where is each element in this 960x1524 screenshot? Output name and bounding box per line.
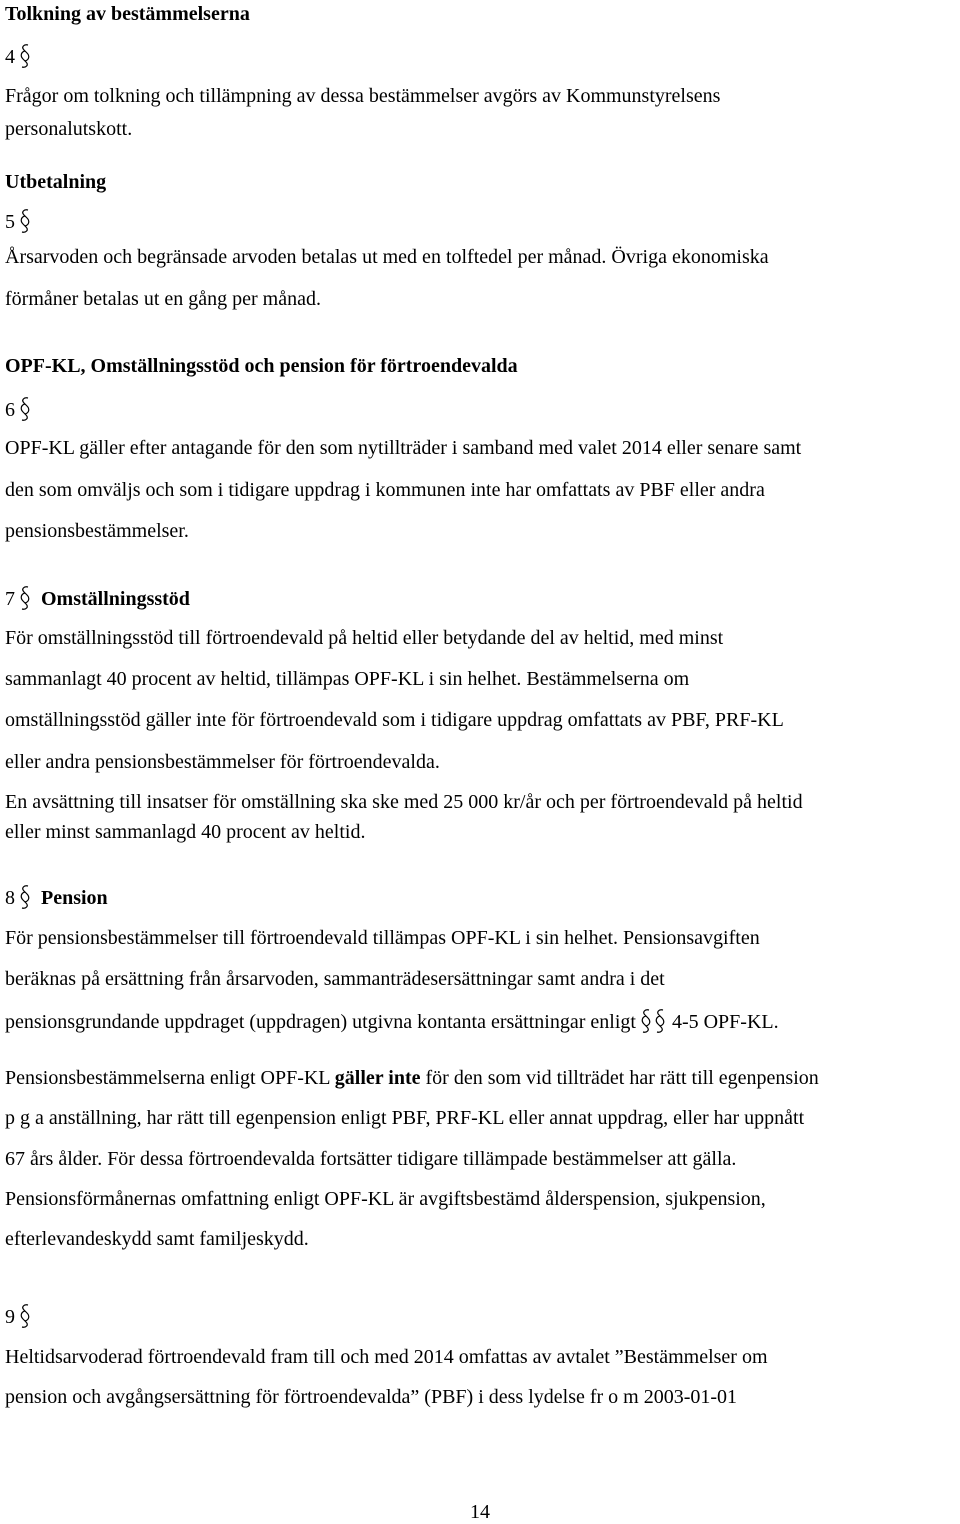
omstallning-line-4: eller andra pensionsbestämmelser för förtroendevalda.	[5, 751, 440, 773]
double-section-sign-icon	[639, 1008, 667, 1034]
pension-para2-line-2: p g a anställning, har rätt till egenpension enligt PBF, PRF-KL eller annat uppdrag, eller har uppnått	[5, 1107, 805, 1129]
para-no: 5	[5, 211, 15, 233]
pension-para2-before: Pensionsbestämmelserna enligt OPF-KL	[5, 1067, 335, 1089]
para-no: 4	[5, 46, 15, 68]
tolkning-line-1: Frågor om tolkning och tillämpning av dessa bestämmelser avgörs av Kommunstyrelsens	[5, 85, 721, 107]
tolkning-line-2: personalutskott.	[5, 118, 133, 140]
pension-para2-bold: gäller inte	[334, 1067, 421, 1089]
pension-para2-line-1	[5, 1066, 819, 1090]
pension-line-3-text: pensionsgrundande uppdraget (uppdragen) utgivna kontanta ersättningar enligt	[5, 1011, 636, 1033]
heading-pension: Pension	[41, 887, 108, 909]
section-sign-icon	[18, 43, 32, 69]
utbetalning-line-2: förmåner betalas ut en gång per månad.	[5, 288, 321, 310]
omstallning-line-5: En avsättning till insatser för omställning ska ske med 25 000 kr/år och per förtroendevald på heltid	[5, 791, 803, 813]
paragraph-number-7	[5, 585, 190, 611]
page-number: 14	[470, 1501, 490, 1523]
para-no: 6	[5, 399, 15, 421]
para-no: 7	[5, 588, 15, 610]
heading-tolkning: Tolkning av bestämmelserna	[5, 3, 250, 25]
omstallning-line-2: sammanlagt 40 procent av heltid, tillämpas OPF-KL i sin helhet. Bestämmelserna om	[5, 668, 690, 690]
pension-para2-after: för den som vid tillträdet har rätt till egenpension	[420, 1067, 819, 1089]
paragraph-number-8	[5, 884, 108, 910]
pension-line-2: beräknas på ersättning från årsarvoden, sammanträdesersättningar samt andra i det	[5, 968, 665, 990]
section-sign-icon	[18, 396, 32, 422]
heading-utbetalning: Utbetalning	[5, 171, 107, 193]
paragraph-number-5	[5, 208, 32, 234]
section-sign-icon	[18, 585, 32, 611]
paragraph-number-4	[5, 43, 32, 69]
omstallning-line-3: omställningsstöd gäller inte för förtroendevald som i tidigare uppdrag omfattats av PBF, PRF-KL	[5, 709, 784, 731]
heading-omstallning: Omställningsstöd	[41, 588, 190, 610]
section-sign-icon	[18, 208, 32, 234]
para-no: 8	[5, 887, 15, 909]
section-sign-icon	[18, 884, 32, 910]
heading-opf: OPF-KL, Omställningsstöd och pension för förtroendevalda	[5, 355, 518, 377]
section-sign-icon	[18, 1303, 32, 1329]
opf-line-3: pensionsbestämmelser.	[5, 520, 189, 542]
opf-line-1: OPF-KL gäller efter antagande för den som nytillträder i samband med valet 2014 eller senare samt	[5, 437, 802, 459]
pension-para2-line-4: Pensionsförmånernas omfattning enligt OPF-KL är avgiftsbestämd ålderspension, sjukpension,	[5, 1188, 766, 1210]
paragraph-number-9	[5, 1303, 32, 1329]
pension-para2-line-3: 67 års ålder. För dessa förtroendevalda fortsätter tidigare tillämpade bestämmelser att gälla.	[5, 1148, 737, 1170]
pension-line-3	[5, 1008, 779, 1034]
omstallning-line-6: eller minst sammanlagd 40 procent av heltid.	[5, 821, 366, 843]
omstallning-line-1: För omställningsstöd till förtroendevald på heltid eller betydande del av heltid, med minst	[5, 627, 724, 649]
opf-line-2: den som omväljs och som i tidigare uppdrag i kommunen inte har omfattats av PBF eller andra	[5, 479, 765, 501]
pension-para2-line-5: efterlevandeskydd samt familjeskydd.	[5, 1228, 309, 1250]
pension-line-3-end: 4-5 OPF-KL.	[671, 1011, 779, 1033]
paragraph-number-6	[5, 396, 32, 422]
pbf-line-1: Heltidsarvoderad förtroendevald fram till och med 2014 omfattas av avtalet ”Bestämmelser om	[5, 1346, 768, 1368]
pension-line-1: För pensionsbestämmelser till förtroendevald tillämpas OPF-KL i sin helhet. Pensionsavgiften	[5, 927, 760, 949]
pbf-line-2: pension och avgångsersättning för förtroendevalda” (PBF) i dess lydelse fr o m 2003-01-01	[5, 1386, 738, 1408]
utbetalning-line-1: Årsarvoden och begränsade arvoden betalas ut med en tolftedel per månad. Övriga ekonomiska	[5, 246, 769, 268]
para-no: 9	[5, 1306, 15, 1328]
